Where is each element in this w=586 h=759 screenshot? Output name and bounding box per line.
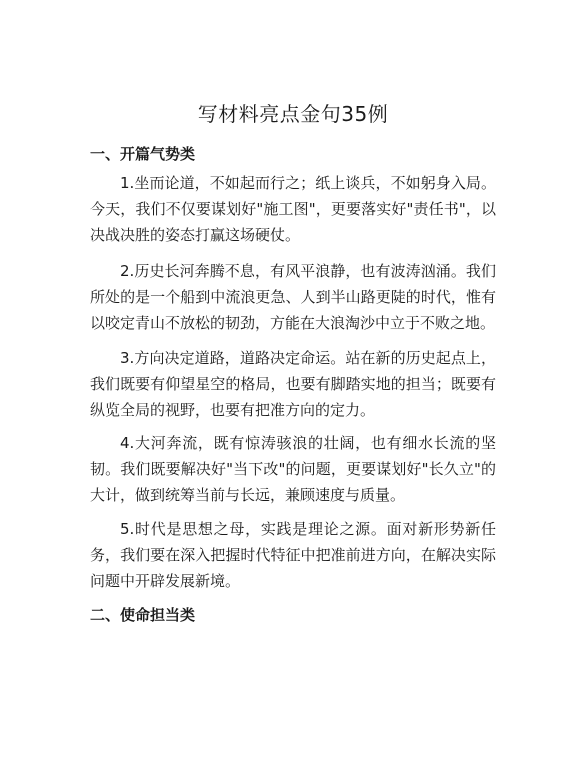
paragraph-4: 4.大河奔流，既有惊涛骇浪的壮阔，也有细水长流的坚韧。我们既要解决好"当下改"的问题，更要谋划好"长久立"的大计，做到统筹当前与长远，兼顾速度与质量。 (90, 434, 496, 504)
document-title: 写材料亮点金句35例 (197, 102, 389, 126)
paragraph-2: 2.历史长河奔腾不息，有风平浪静，也有波涛汹涌。我们所处的是一个船到中流浪更急、人到半山路更陡的时代，惟有以咬定青山不放松的韧劲，方能在大浪淘沙中立于不败之地。 (90, 262, 496, 332)
paragraph-3: 3.方向决定道路，道路决定命运。站在新的历史起点上，我们既要有仰望星空的格局，也要有脚踏实地的担当；既要有纵览全局的视野，也要有把准方向的定力。 (90, 349, 496, 419)
section-heading-opening: 一、开篇气势类 (90, 145, 196, 163)
paragraph-5: 5.时代是思想之母，实践是理论之源。面对新形势新任务，我们要在深入把握时代特征中把准前进方向，在解决实际问题中开辟发展新境。 (90, 520, 496, 590)
paragraph-1: 1.坐而论道，不如起而行之；纸上谈兵，不如躬身入局。今天，我们不仅要谋划好"施工图"，更要落实好"责任书"，以决战决胜的姿态打赢这场硬仗。 (90, 174, 496, 244)
section-heading-mission: 二、使命担当类 (90, 606, 196, 624)
